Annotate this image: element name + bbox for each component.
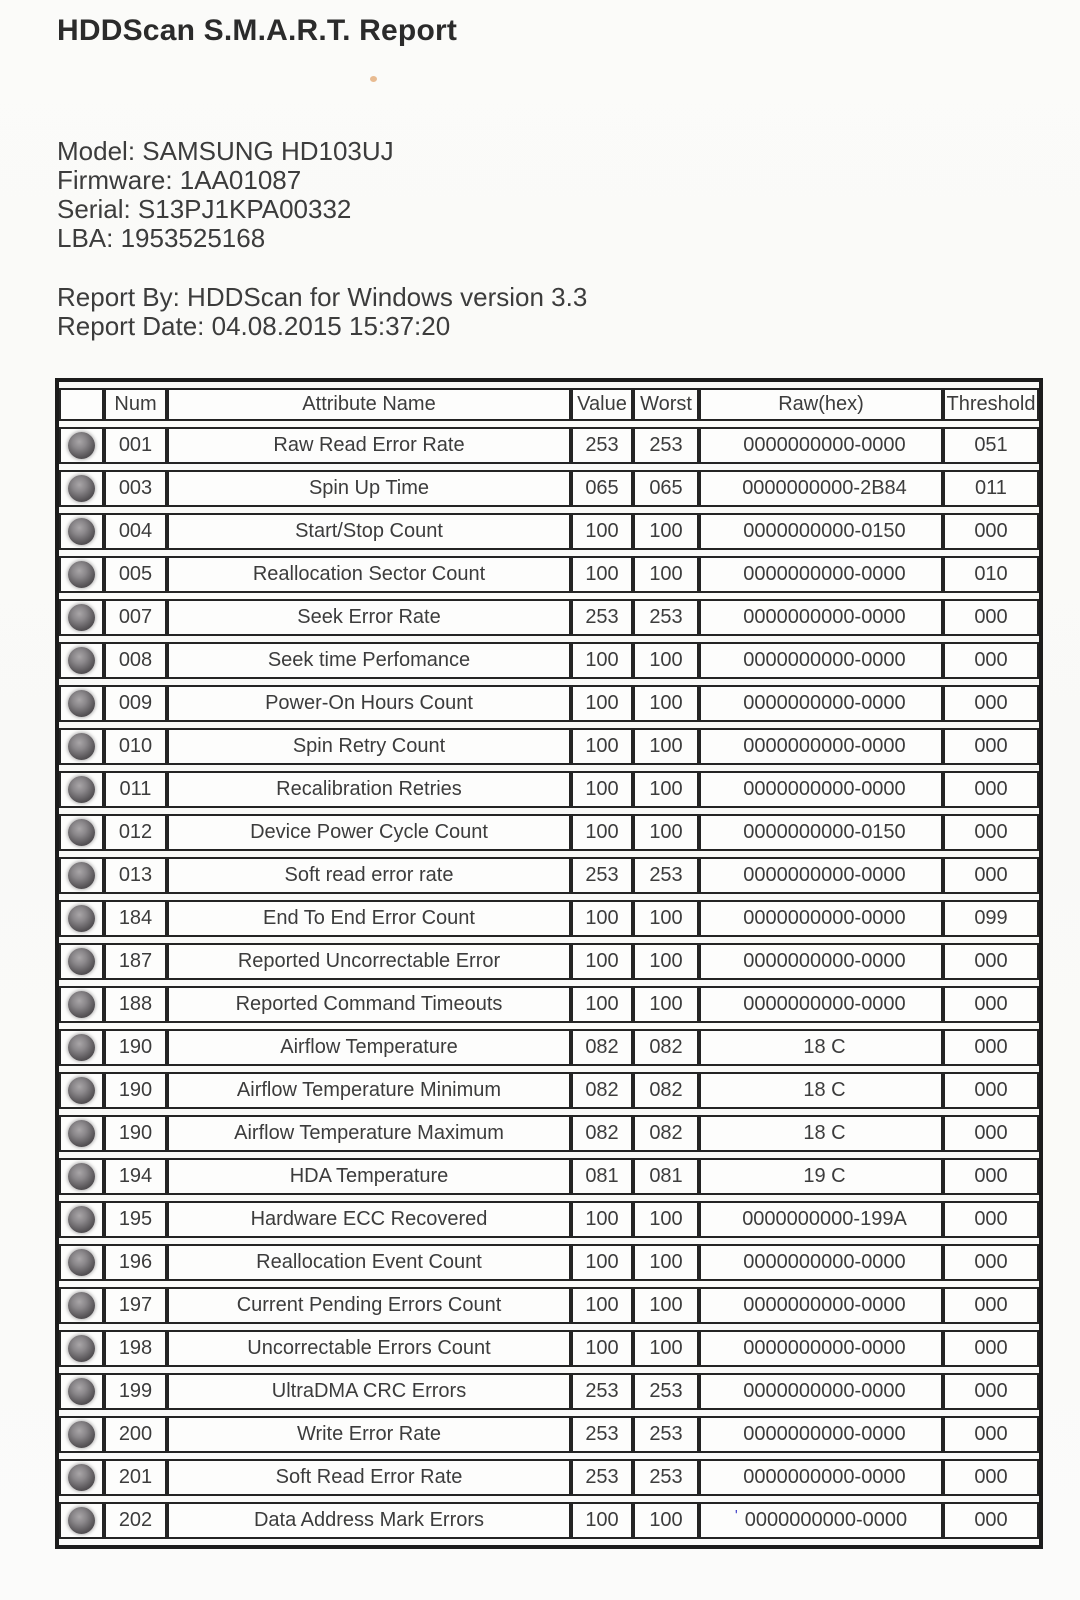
attribute-name: Seek Error Rate: [167, 599, 571, 636]
attribute-worst: 100: [633, 642, 699, 679]
status-cell: [59, 814, 104, 851]
attribute-threshold: 000: [943, 814, 1039, 851]
status-cell: [59, 470, 104, 507]
attribute-worst: 100: [633, 728, 699, 765]
attribute-raw: [699, 1416, 943, 1453]
attribute-worst: 065: [633, 470, 699, 507]
status-cell: [59, 513, 104, 550]
status-led-icon: [68, 1464, 95, 1491]
attribute-num: 008: [104, 642, 167, 679]
status-cell: [59, 1373, 104, 1410]
attribute-num: 200: [104, 1416, 167, 1453]
status-led-icon: [68, 776, 95, 803]
status-cell: [59, 1416, 104, 1453]
attribute-worst: 253: [633, 1373, 699, 1410]
attribute-name: Airflow Temperature Minimum: [167, 1072, 571, 1109]
table-row: [59, 1072, 1039, 1109]
attribute-threshold: 000: [943, 857, 1039, 894]
status-cell: [59, 1459, 104, 1496]
attribute-threshold: 099: [943, 900, 1039, 937]
attribute-raw: [699, 771, 943, 808]
status-cell: [59, 1115, 104, 1152]
raw-value: 0000000000-0000: [743, 606, 906, 628]
attribute-value: 100: [571, 1502, 633, 1539]
status-led-icon: [68, 1120, 95, 1147]
attribute-worst: 100: [633, 900, 699, 937]
raw-value: 0000000000-0000: [743, 864, 906, 886]
attribute-value: 100: [571, 771, 633, 808]
attribute-worst: 253: [633, 857, 699, 894]
status-led-icon: [68, 1292, 95, 1319]
attribute-worst: 081: [633, 1158, 699, 1195]
attribute-raw: [699, 1244, 943, 1281]
status-led-icon: [68, 475, 95, 502]
attribute-num: 005: [104, 556, 167, 593]
header-icon-cell: [59, 388, 104, 421]
attribute-value: 100: [571, 1330, 633, 1367]
status-led-icon: [68, 518, 95, 545]
status-led-icon: [68, 604, 95, 631]
attribute-raw: [699, 1115, 943, 1152]
status-led-icon: [68, 991, 95, 1018]
attribute-raw: [699, 900, 943, 937]
attribute-threshold: 000: [943, 1416, 1039, 1453]
status-cell: [59, 1502, 104, 1539]
attribute-name: Current Pending Errors Count: [167, 1287, 571, 1324]
raw-value: 0000000000-0150: [743, 520, 906, 542]
status-led-icon: [68, 948, 95, 975]
raw-value: 0000000000-0000: [743, 1337, 906, 1359]
attribute-threshold: 000: [943, 1201, 1039, 1238]
attribute-threshold: 000: [943, 943, 1039, 980]
table-row: [59, 943, 1039, 980]
attribute-value: 100: [571, 685, 633, 722]
attribute-threshold: 000: [943, 642, 1039, 679]
attribute-worst: 253: [633, 1459, 699, 1496]
attribute-name: End To End Error Count: [167, 900, 571, 937]
report-by-line: Report By: HDDScan for Windows version 3.3: [57, 282, 588, 312]
table-row: [59, 1373, 1039, 1410]
page-title: HDDScan S.M.A.R.T. Report: [57, 14, 458, 47]
status-cell: [59, 857, 104, 894]
header-value: Value: [571, 388, 633, 421]
device-model-line: Model: SAMSUNG HD103UJ: [57, 136, 394, 166]
raw-value: 0000000000-0000: [743, 434, 906, 456]
attribute-num: 011: [104, 771, 167, 808]
attribute-raw: [699, 685, 943, 722]
table-row: [59, 1158, 1039, 1195]
attribute-name: Reported Uncorrectable Error: [167, 943, 571, 980]
attribute-worst: 082: [633, 1029, 699, 1066]
status-led-icon: [68, 647, 95, 674]
attribute-num: 003: [104, 470, 167, 507]
attribute-raw: [699, 728, 943, 765]
scan-artifact-dot: [370, 76, 377, 82]
attribute-name: Reported Command Timeouts: [167, 986, 571, 1023]
status-cell: [59, 1158, 104, 1195]
raw-value: 0000000000-0000: [743, 1466, 906, 1488]
attribute-num: 184: [104, 900, 167, 937]
status-led-icon: [68, 1077, 95, 1104]
attribute-num: 009: [104, 685, 167, 722]
attribute-num: 197: [104, 1287, 167, 1324]
attribute-raw: [699, 427, 943, 464]
raw-value: 0000000000-199A: [742, 1208, 907, 1230]
raw-value: 0000000000-0000: [743, 907, 906, 929]
raw-value: 0000000000-0000: [743, 778, 906, 800]
status-led-icon: [68, 1421, 95, 1448]
report-date-line: Report Date: 04.08.2015 15:37:20: [57, 311, 451, 341]
attribute-worst: 082: [633, 1072, 699, 1109]
attribute-name: Spin Retry Count: [167, 728, 571, 765]
raw-value: 0000000000-0000: [743, 993, 906, 1015]
attribute-num: 194: [104, 1158, 167, 1195]
attribute-raw: [699, 814, 943, 851]
attribute-value: 100: [571, 943, 633, 980]
table-row: [59, 728, 1039, 765]
raw-value: 0000000000-0000: [743, 1423, 906, 1445]
status-cell: [59, 599, 104, 636]
attribute-threshold: 000: [943, 1244, 1039, 1281]
table-row: [59, 1330, 1039, 1367]
attribute-name: Hardware ECC Recovered: [167, 1201, 571, 1238]
raw-value: 0000000000-0000: [743, 1294, 906, 1316]
attribute-num: 199: [104, 1373, 167, 1410]
attribute-name: Recalibration Retries: [167, 771, 571, 808]
header-threshold: Threshold: [943, 388, 1039, 421]
attribute-value: 253: [571, 857, 633, 894]
status-led-icon: [68, 561, 95, 588]
attribute-threshold: 000: [943, 513, 1039, 550]
attribute-name: HDA Temperature: [167, 1158, 571, 1195]
attribute-name: Data Address Mark Errors: [167, 1502, 571, 1539]
attribute-raw: [699, 1072, 943, 1109]
attribute-name: UltraDMA CRC Errors: [167, 1373, 571, 1410]
attribute-value: 100: [571, 642, 633, 679]
raw-value: 0000000000-0000: [743, 649, 906, 671]
attribute-value: 253: [571, 427, 633, 464]
attribute-threshold: 000: [943, 986, 1039, 1023]
attribute-worst: 082: [633, 1115, 699, 1152]
status-cell: [59, 1287, 104, 1324]
raw-value: 0000000000-0000: [744, 1509, 908, 1531]
report-info-block: [57, 283, 587, 341]
table-row: [59, 814, 1039, 851]
status-cell: [59, 1244, 104, 1281]
table-row: [59, 513, 1039, 550]
attribute-name: Start/Stop Count: [167, 513, 571, 550]
attribute-threshold: 000: [943, 1158, 1039, 1195]
status-led-icon: [68, 1335, 95, 1362]
attribute-value: 081: [571, 1158, 633, 1195]
attribute-value: 100: [571, 1201, 633, 1238]
attribute-name: Uncorrectable Errors Count: [167, 1330, 571, 1367]
attribute-name: Reallocation Sector Count: [167, 556, 571, 593]
status-led-icon: [68, 1378, 95, 1405]
status-cell: [59, 685, 104, 722]
attribute-num: 202: [104, 1502, 167, 1539]
attribute-num: 201: [104, 1459, 167, 1496]
status-led-icon: [68, 1249, 95, 1276]
attribute-name: Soft Read Error Rate: [167, 1459, 571, 1496]
table-row: [59, 1416, 1039, 1453]
device-lba-line: LBA: 1953525168: [57, 223, 266, 253]
attribute-worst: 100: [633, 1287, 699, 1324]
attribute-threshold: 000: [943, 728, 1039, 765]
status-cell: [59, 1029, 104, 1066]
attribute-value: 253: [571, 1416, 633, 1453]
attribute-num: 012: [104, 814, 167, 851]
attribute-name: Reallocation Event Count: [167, 1244, 571, 1281]
attribute-raw: [699, 1330, 943, 1367]
attribute-threshold: 000: [943, 1029, 1039, 1066]
attribute-worst: 253: [633, 1416, 699, 1453]
table-row: [59, 470, 1039, 507]
attribute-value: 065: [571, 470, 633, 507]
raw-value: 0000000000-0000: [743, 1251, 906, 1273]
table-row: [59, 556, 1039, 593]
attribute-threshold: 000: [943, 1330, 1039, 1367]
attribute-name: Airflow Temperature: [167, 1029, 571, 1066]
table-row: [59, 1287, 1039, 1324]
attribute-threshold: 000: [943, 1502, 1039, 1539]
attribute-name: Raw Read Error Rate: [167, 427, 571, 464]
table-row: [59, 900, 1039, 937]
attribute-num: 196: [104, 1244, 167, 1281]
header-worst: Worst: [633, 388, 699, 421]
attribute-raw: [699, 1373, 943, 1410]
attribute-threshold: 010: [943, 556, 1039, 593]
status-cell: [59, 1201, 104, 1238]
smart-table-body: [59, 427, 1039, 1539]
attribute-threshold: 000: [943, 771, 1039, 808]
attribute-threshold: 011: [943, 470, 1039, 507]
attribute-num: 190: [104, 1029, 167, 1066]
table-row: [59, 857, 1039, 894]
raw-value: 0000000000-0000: [743, 692, 906, 714]
attribute-worst: 100: [633, 943, 699, 980]
attribute-raw: [699, 1158, 943, 1195]
device-firmware-line: Firmware: 1AA01087: [57, 165, 302, 195]
attribute-num: 010: [104, 728, 167, 765]
attribute-name: Device Power Cycle Count: [167, 814, 571, 851]
status-cell: [59, 943, 104, 980]
attribute-threshold: 000: [943, 1115, 1039, 1152]
status-led-icon: [68, 733, 95, 760]
attribute-raw: [699, 599, 943, 636]
attribute-threshold: 000: [943, 1373, 1039, 1410]
table-row: [59, 771, 1039, 808]
table-row: [59, 1459, 1039, 1496]
attribute-raw: [699, 1287, 943, 1324]
attribute-raw: [699, 470, 943, 507]
attribute-worst: 253: [633, 599, 699, 636]
attribute-value: 100: [571, 1287, 633, 1324]
table-row: [59, 1029, 1039, 1066]
table-row: [59, 427, 1039, 464]
attribute-value: 100: [571, 513, 633, 550]
attribute-worst: 100: [633, 771, 699, 808]
scan-tick-mark: ': [734, 1507, 738, 1524]
table-header-row: [59, 388, 1039, 421]
attribute-num: 195: [104, 1201, 167, 1238]
attribute-worst: 100: [633, 685, 699, 722]
table-row: [59, 1244, 1039, 1281]
status-cell: [59, 771, 104, 808]
attribute-raw: [699, 513, 943, 550]
attribute-value: 082: [571, 1029, 633, 1066]
device-serial-line: Serial: S13PJ1KPA00332: [57, 194, 352, 224]
table-row: [59, 1201, 1039, 1238]
attribute-name: Soft read error rate: [167, 857, 571, 894]
status-led-icon: [68, 1034, 95, 1061]
header-raw-hex: Raw(hex): [699, 388, 943, 421]
attribute-worst: 100: [633, 513, 699, 550]
attribute-worst: 100: [633, 556, 699, 593]
header-num: Num: [104, 388, 167, 421]
raw-value: 0000000000-0150: [743, 821, 906, 843]
attribute-raw: [699, 857, 943, 894]
header-attribute-name: Attribute Name: [167, 388, 571, 421]
raw-value: 0000000000-0000: [743, 950, 906, 972]
attribute-value: 100: [571, 728, 633, 765]
status-cell: [59, 728, 104, 765]
attribute-num: 007: [104, 599, 167, 636]
raw-value: 18 C: [803, 1122, 846, 1144]
attribute-num: 013: [104, 857, 167, 894]
raw-value: 18 C: [803, 1079, 846, 1101]
table-row: [59, 1502, 1039, 1539]
status-led-icon: [68, 1163, 95, 1190]
attribute-num: 001: [104, 427, 167, 464]
table-row: [59, 1115, 1039, 1152]
attribute-worst: 253: [633, 427, 699, 464]
attribute-worst: 100: [633, 1502, 699, 1539]
attribute-value: 253: [571, 1459, 633, 1496]
attribute-value: 100: [571, 900, 633, 937]
attribute-num: 198: [104, 1330, 167, 1367]
status-led-icon: [68, 905, 95, 932]
attribute-threshold: 000: [943, 1072, 1039, 1109]
attribute-worst: 100: [633, 1244, 699, 1281]
attribute-num: 190: [104, 1072, 167, 1109]
attribute-raw: [699, 943, 943, 980]
attribute-raw: [699, 556, 943, 593]
status-cell: [59, 642, 104, 679]
raw-value: 0000000000-0000: [743, 1380, 906, 1402]
status-cell: [59, 1072, 104, 1109]
status-cell: [59, 986, 104, 1023]
attribute-threshold: 000: [943, 685, 1039, 722]
attribute-name: Write Error Rate: [167, 1416, 571, 1453]
attribute-name: Airflow Temperature Maximum: [167, 1115, 571, 1152]
status-led-icon: [68, 1507, 95, 1534]
attribute-value: 082: [571, 1072, 633, 1109]
attribute-num: 188: [104, 986, 167, 1023]
attribute-value: 082: [571, 1115, 633, 1152]
attribute-worst: 100: [633, 814, 699, 851]
attribute-threshold: 000: [943, 1287, 1039, 1324]
table-row: [59, 599, 1039, 636]
attribute-raw: [699, 986, 943, 1023]
attribute-num: 187: [104, 943, 167, 980]
attribute-threshold: 000: [943, 1459, 1039, 1496]
attribute-threshold: 000: [943, 599, 1039, 636]
attribute-raw: [699, 1459, 943, 1496]
attribute-name: Power-On Hours Count: [167, 685, 571, 722]
status-led-icon: [68, 862, 95, 889]
attribute-value: 253: [571, 599, 633, 636]
smart-attributes-table: [55, 378, 1043, 1549]
attribute-worst: 100: [633, 1201, 699, 1238]
table-row: [59, 642, 1039, 679]
raw-value: 19 C: [803, 1165, 846, 1187]
attribute-name: Seek time Perfomance: [167, 642, 571, 679]
raw-value: 0000000000-0000: [743, 735, 906, 757]
raw-value: 0000000000-0000: [743, 563, 906, 585]
status-led-icon: [68, 819, 95, 846]
attribute-threshold: 051: [943, 427, 1039, 464]
raw-value: 0000000000-2B84: [742, 477, 907, 499]
status-led-icon: [68, 432, 95, 459]
device-info-block: [57, 137, 394, 253]
attribute-raw: [699, 1029, 943, 1066]
attribute-value: 253: [571, 1373, 633, 1410]
attribute-value: 100: [571, 1244, 633, 1281]
attribute-num: 190: [104, 1115, 167, 1152]
attribute-raw: [699, 642, 943, 679]
status-cell: [59, 427, 104, 464]
attribute-value: 100: [571, 556, 633, 593]
status-led-icon: [68, 690, 95, 717]
status-cell: [59, 900, 104, 937]
status-cell: [59, 556, 104, 593]
attribute-value: 100: [571, 814, 633, 851]
attribute-raw: [699, 1502, 943, 1539]
attribute-worst: 100: [633, 986, 699, 1023]
attribute-worst: 100: [633, 1330, 699, 1367]
status-cell: [59, 1330, 104, 1367]
attribute-raw: [699, 1201, 943, 1238]
attribute-value: 100: [571, 986, 633, 1023]
table-row: [59, 685, 1039, 722]
raw-value: 18 C: [803, 1036, 846, 1058]
attribute-num: 004: [104, 513, 167, 550]
status-led-icon: [68, 1206, 95, 1233]
attribute-name: Spin Up Time: [167, 470, 571, 507]
table-row: [59, 986, 1039, 1023]
